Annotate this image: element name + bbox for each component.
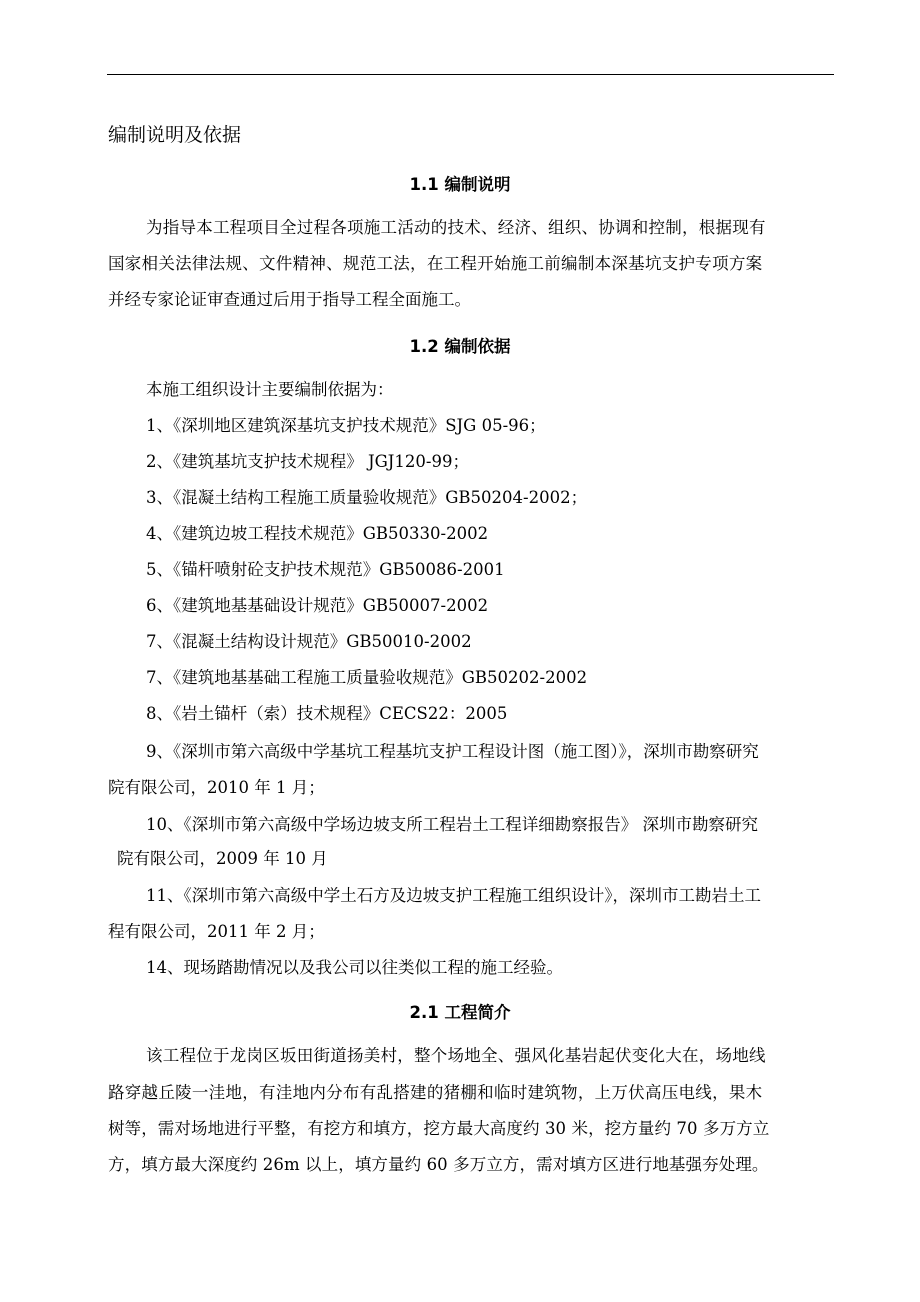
paragraph-line: 方，填方最大深度约 26m 以上，填方量约 60 多万立方，需对填方区进行地基强夯处理。 [108,1155,769,1174]
paragraph-line: 该工程位于龙岗区坂田街道扬美村，整个场地全、强风化基岩起伏变化大在，场地线 [146,1046,766,1065]
list-item: 7、《混凝土结构设计规范》GB50010-2002 [146,632,472,651]
list-item: 6、《建筑地基基础设计规范》GB50007-2002 [146,596,489,615]
list-item: 院有限公司，2009 年 10 月 [117,849,328,868]
list-item: 2、《建筑基坑支护技术规程》 JGJ120-99； [146,452,469,471]
paragraph-line: 国家相关法律法规、文件精神、规范工法，在工程开始施工前编制本深基坑支护专项方案 [108,254,763,273]
list-item: 4、《建筑边坡工程技术规范》GB50330-2002 [146,524,489,543]
list-item: 7、《建筑地基基础工程施工质量验收规范》GB50202-2002 [146,668,588,687]
list-item: 5、《锚杆喷射砼支护技术规范》GB50086-2001 [146,560,505,579]
paragraph-line: 并经专家论证审查通过后用于指导工程全面施工。 [108,290,471,309]
page-title: 编制说明及依据 [108,124,242,146]
list-item: 8、《岩土锚杆（索）技术规程》CECS22：2005 [146,704,508,723]
list-item: 11、《深圳市第六高级中学土石方及边坡支护工程施工组织设计》，深圳市工勘岩土工 [146,886,761,905]
list-item: 9、《深圳市第六高级中学基坑工程基坑支护工程设计图（施工图）》，深圳市勘察研究 [146,742,759,761]
list-item: 1、《深圳地区建筑深基坑支护技术规范》SJG 05-96； [146,416,546,435]
list-item: 3、《混凝土结构工程施工质量验收规范》GB50204-2002； [146,488,588,507]
section-heading-1-2: 1.2 编制依据 [409,337,511,356]
list-item: 10、《深圳市第六高级中学场边坡支所工程岩土工程详细勘察报告》 深圳市勘察研究 [146,815,758,834]
paragraph-line: 路穿越丘陵一洼地，有洼地内分布有乱搭建的猪棚和临时建筑物，上万伏高压电线，果木 [108,1083,763,1102]
paragraph-line: 为指导本工程项目全过程各项施工活动的技术、经济、组织、协调和控制，根据现有 [146,218,766,237]
list-item: 院有限公司，2010 年 1 月； [108,778,325,797]
list-item: 程有限公司，2011 年 2 月； [108,922,325,941]
section-heading-1-1: 1.1 编制说明 [409,175,511,194]
section-heading-2-1: 2.1 工程简介 [409,1003,511,1022]
paragraph-line: 树等，需对场地进行平整，有挖方和填方，挖方最大高度约 30 米，挖方量约 70 多万方立 [108,1119,770,1138]
list-item: 14、现场踏勘情况以及我公司以往类似工程的施工经验。 [146,958,563,977]
paragraph-line: 本施工组织设计主要编制依据为： [146,380,394,399]
header-rule [107,74,834,75]
